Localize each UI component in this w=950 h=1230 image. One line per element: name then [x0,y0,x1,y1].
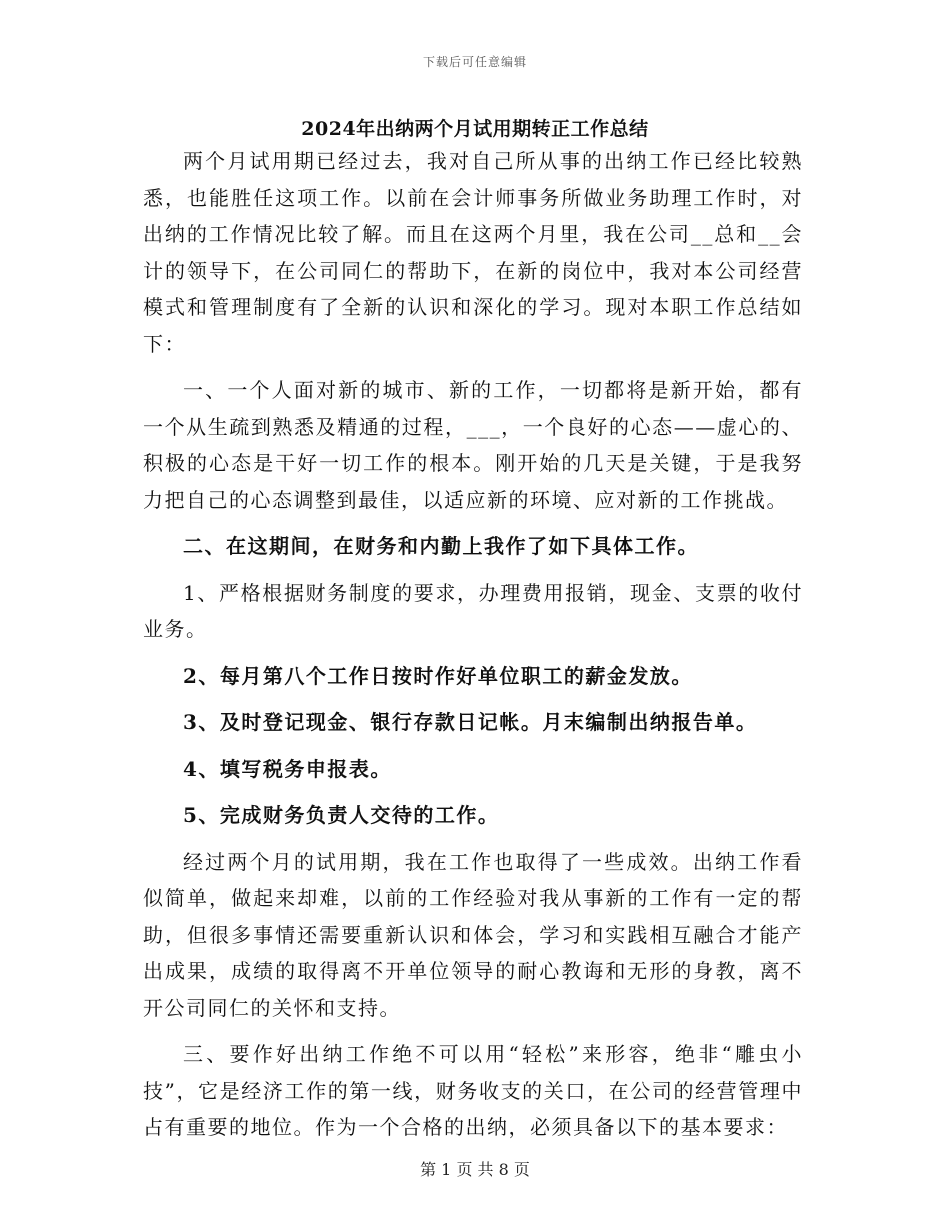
page-number: 第 1 页 共 8 页 [420,1160,530,1179]
document-body [143,143,803,1146]
page-header-note: 下载后可任意编辑 [422,55,527,69]
task-item-2: 2、每月第八个工作日按时作好单位职工的薪金发放。 [183,663,693,688]
results-paragraph: 经过两个月的试用期，我在工作也取得了一些成效。出纳工作看似简单，做起来却难，以前的工作经验对我从事新的工作有一定的帮助，但很多事情还需要重新认识和体会，学习和实践相互融合才能产出成果，成绩的取得离不开单位领导的耐心教诲和无形的身教，离不开公司同仁的关怀和支持。 [143,849,803,1020]
document-title: 2024年出纳两个月试用期转正工作总结 [301,118,649,140]
section-one-paragraph: 一、一个人面对新的城市、新的工作，一切都将是新开始，都有一个从生疏到熟悉及精通的过程，___，一个良好的心态——虚心的、积极的心态是干好一切工作的根本。刚开始的几天是关键，于是我努力把自己的心态调整到最佳，以适应新的环境、应对新的工作挑战。 [143,378,803,512]
task-item-3: 3、及时登记现金、银行存款日记帐。月末编制出纳报告单。 [183,710,758,734]
section-three-paragraph: 三、要作好出纳工作绝不可以用“轻松”来形容，绝非“雕虫小技”，它是经济工作的第一线，财务收支的关口，在公司的经营管理中占有重要的地位。作为一个合格的出纳，必须具备以下的基本要求： [143,1042,803,1139]
intro-paragraph: 两个月试用期已经过去，我对自己所从事的出纳工作已经比较熟悉，也能胜任这项工作。以前在会计师事务所做业务助理工作时，对出纳的工作情况比较了解。而且在这两个月里，我在公司__总和__会计的领导下，在公司同仁的帮助下，在新的岗位中，我对本公司经营模式和管理制度有了全新的认识和深化的学习。现对本职工作总结如下： [143,149,803,356]
task-item-5: 5、完成财务负责人交待的工作。 [183,803,500,827]
task-item-1: 1、严格根据财务制度的要求，办理费用报销，现金、支票的收付业务。 [143,580,803,641]
section-two-heading: 二、在这期间，在财务和内勤上我作了如下具体工作。 [183,534,699,558]
task-item-4: 4、填写税务申报表。 [183,756,392,781]
